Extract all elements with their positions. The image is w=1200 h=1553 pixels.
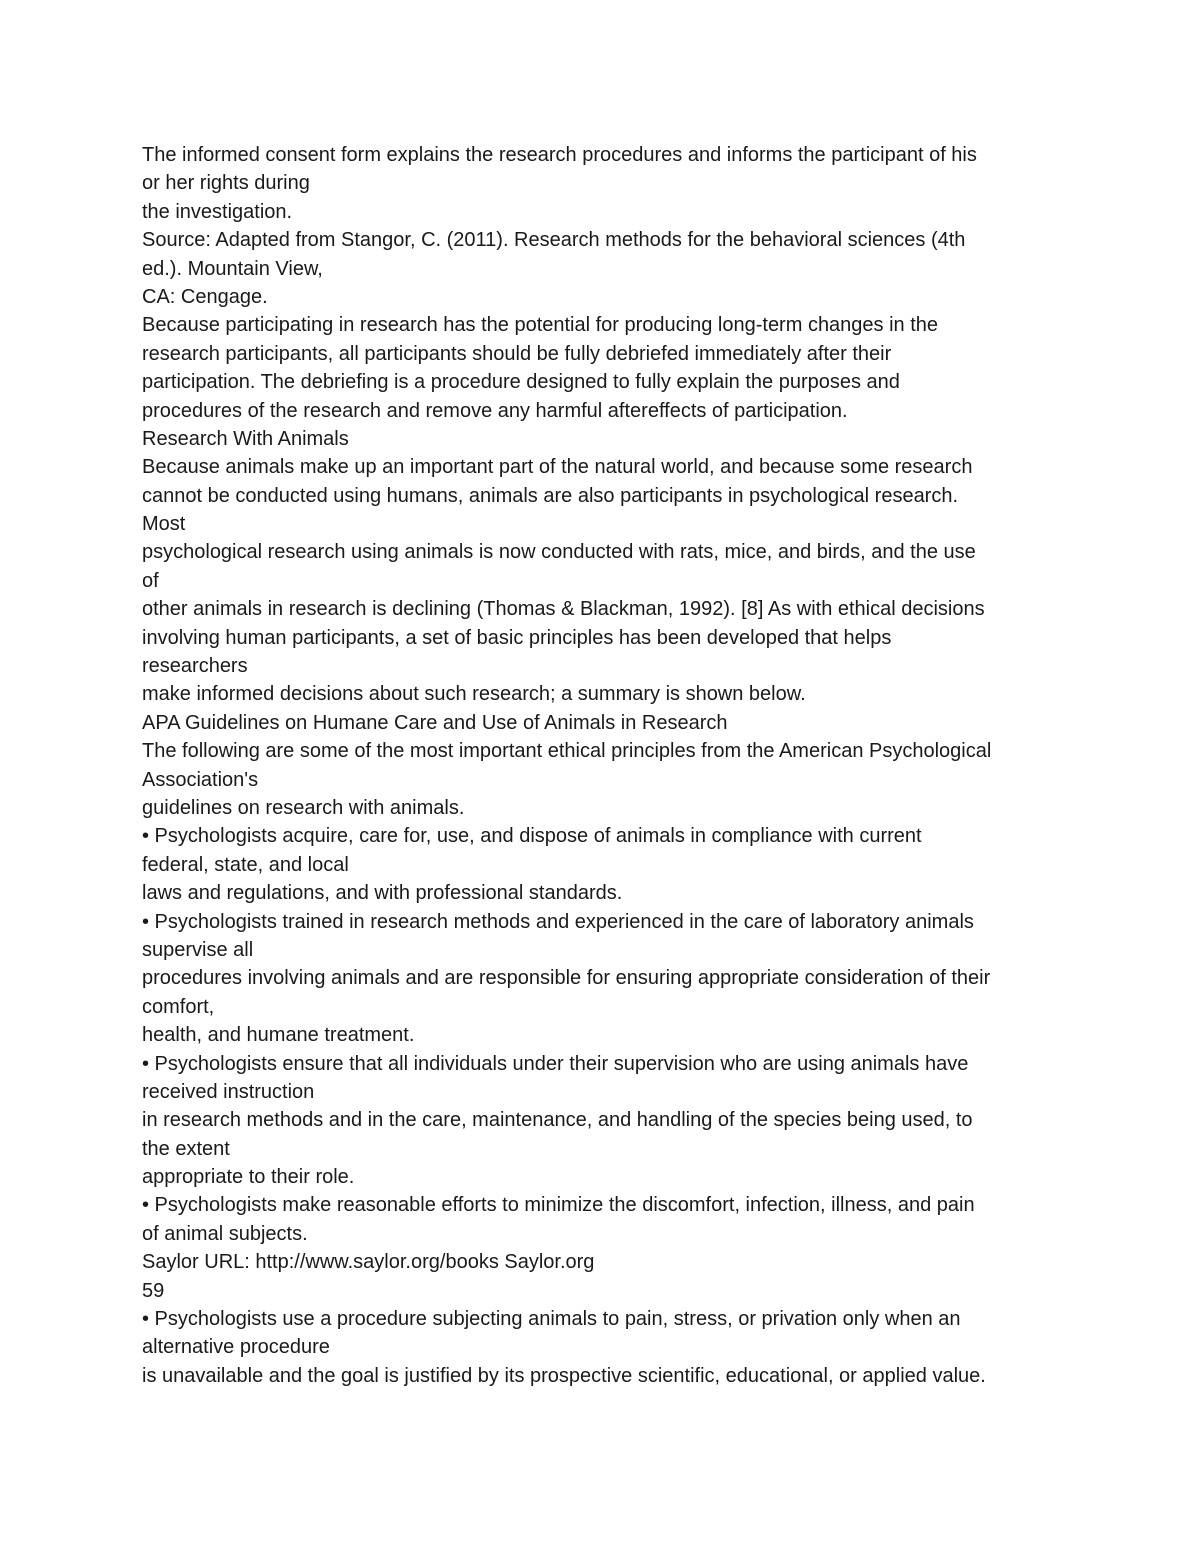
section-heading: Research With Animals bbox=[142, 427, 349, 450]
bullet-line: • Psychologists acquire, care for, use, and dispose of animals in compliance with current bbox=[142, 825, 922, 848]
text-line: guidelines on research with animals. bbox=[142, 796, 465, 819]
text-line: Association's bbox=[142, 768, 259, 791]
source-citation-line: Source: Adapted from Stangor, C. (2011). Research methods for the behavioral sciences (4th bbox=[142, 229, 966, 252]
text-line: or her rights during bbox=[142, 172, 310, 195]
text-line: psychological research using animals is now conducted with rats, mice, and birds, and the use bbox=[142, 541, 976, 564]
text-line: make informed decisions about such research; a summary is shown below. bbox=[142, 683, 806, 706]
text-line: Most bbox=[142, 513, 186, 536]
document-body bbox=[142, 141, 1082, 1390]
text-line: The informed consent form explains the research procedures and informs the participant of his bbox=[142, 144, 977, 166]
text-line: in research methods and in the care, maintenance, and handling of the species being used, to bbox=[142, 1109, 973, 1132]
text-line: alternative procedure bbox=[142, 1336, 330, 1359]
text-line: comfort, bbox=[142, 995, 215, 1018]
source-citation-line: CA: Cengage. bbox=[142, 285, 268, 308]
source-citation-line: ed.). Mountain View, bbox=[142, 257, 323, 280]
text-line: supervise all bbox=[142, 938, 254, 961]
text-line: laws and regulations, and with professional standards. bbox=[142, 882, 623, 905]
text-line: research participants, all participants should be fully debriefed immediately after their bbox=[142, 342, 892, 365]
page-number: 59 bbox=[142, 1279, 165, 1302]
text-line: of animal subjects. bbox=[142, 1222, 308, 1245]
source-url-line: Saylor URL: http://www.saylor.org/books Saylor.org bbox=[142, 1251, 595, 1274]
text-line: researchers bbox=[142, 655, 248, 678]
section-heading: APA Guidelines on Humane Care and Use of Animals in Research bbox=[142, 711, 728, 734]
text-line: The following are some of the most important ethical principles from the American Psychological bbox=[142, 740, 992, 763]
bullet-line: • Psychologists ensure that all individuals under their supervision who are using animals have bbox=[142, 1052, 969, 1075]
text-line: the extent bbox=[142, 1137, 230, 1160]
text-line: is unavailable and the goal is justified by its prospective scientific, educational, or applied value. bbox=[142, 1364, 986, 1387]
text-line: Because participating in research has the potential for producing long-term changes in the bbox=[142, 314, 939, 337]
text-line: the investigation. bbox=[142, 200, 293, 223]
text-line: procedures of the research and remove any harmful aftereffects of participation. bbox=[142, 399, 848, 422]
text-line: cannot be conducted using humans, animals are also participants in psychological research. bbox=[142, 484, 959, 507]
text-line: health, and humane treatment. bbox=[142, 1024, 415, 1047]
text-line: procedures involving animals and are responsible for ensuring appropriate consideration of their bbox=[142, 967, 991, 990]
text-line: received instruction bbox=[142, 1080, 315, 1103]
bullet-line: • Psychologists use a procedure subjecting animals to pain, stress, or privation only when an bbox=[142, 1308, 961, 1331]
text-line: Because animals make up an important part of the natural world, and because some research bbox=[142, 456, 973, 479]
text-line: federal, state, and local bbox=[142, 853, 349, 876]
text-line: appropriate to their role. bbox=[142, 1166, 355, 1189]
bullet-line: • Psychologists make reasonable efforts to minimize the discomfort, infection, illness, and pain bbox=[142, 1194, 975, 1217]
bullet-line: • Psychologists trained in research methods and experienced in the care of laboratory animals bbox=[142, 910, 974, 933]
text-line: other animals in research is declining (Thomas & Blackman, 1992). [8] As with ethical decisions bbox=[142, 598, 985, 621]
text-line: involving human participants, a set of basic principles has been developed that helps bbox=[142, 626, 892, 649]
text-line: of bbox=[142, 569, 159, 592]
text-line: participation. The debriefing is a procedure designed to fully explain the purposes and bbox=[142, 371, 900, 394]
